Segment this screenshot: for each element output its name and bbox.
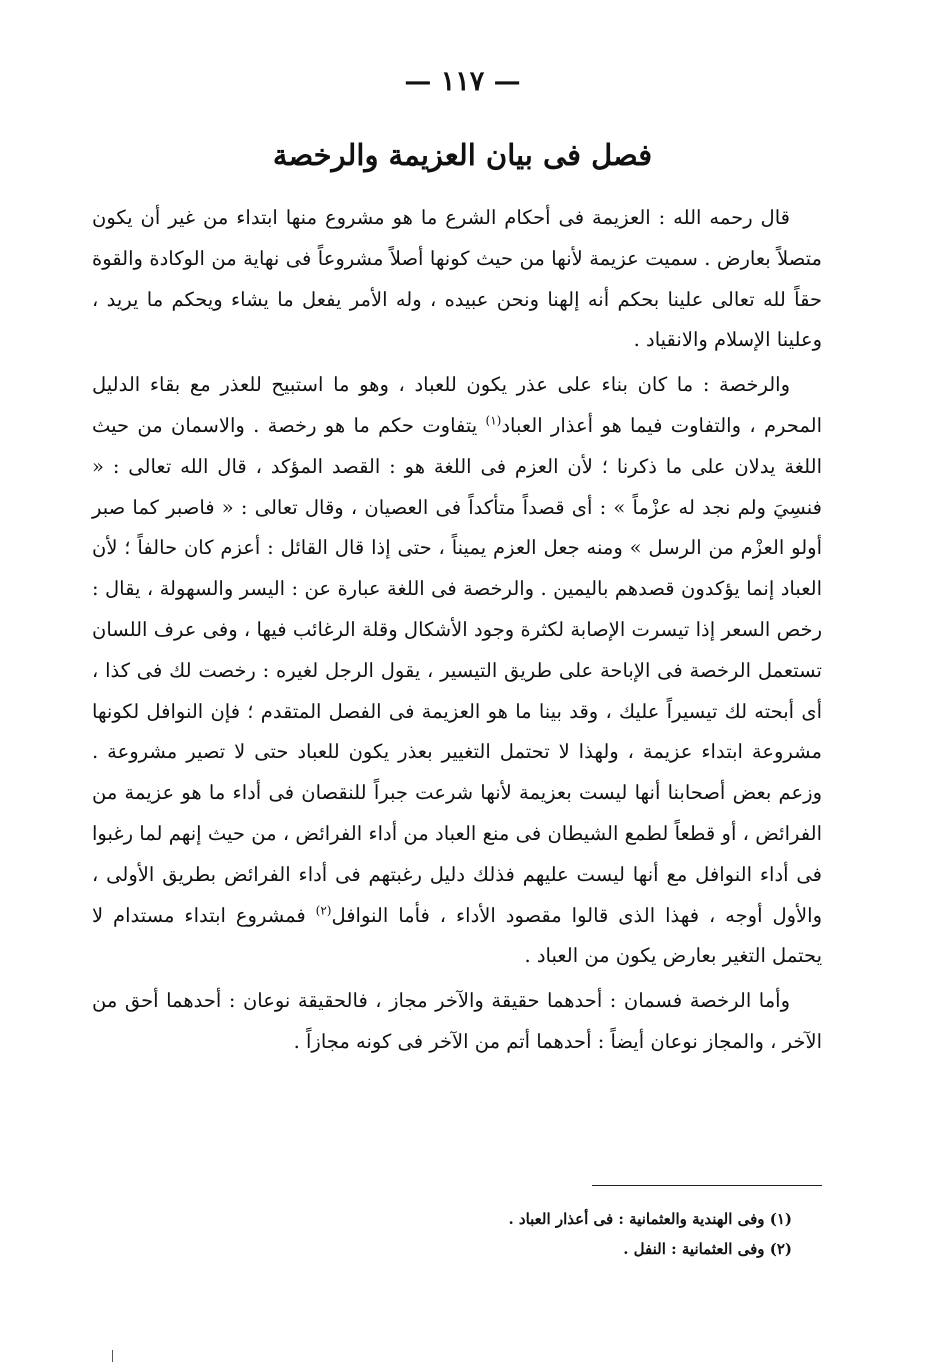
paragraph-text: يتفاوت حكم ما هو رخصة . والاسمان من حيث اللغة يدلان على ما ذكرنا ؛ لأن العزم فى اللغة هو : القصد المؤكد ، قال الله تعالى : « فنسِيَ ولم نجد له عزْماً » : أى قصداً متأكداً فى العصيان ، وقال تعالى : « فاصبر كما صبر أولو العزْم من الرسل » ومنه جعل العزم يميناً ، حتى إذا قال القائل : أعزم كان حالفاً ؛ لأن العباد إنما يؤكدون قصدهم باليمين . والرخصة فى اللغة عبارة عن : اليسر والسهولة ، يقال : رخص السعر إذا تيسرت الإصابة لكثرة وجود الأشكال وقلة الرغائب فيها ، وفى عرف اللسان تستعمل الرخصة فى الإباحة على طريق التيسير ، يقول الرجل لغيره : رخصت لك فى كذا ، أى أبحته لك تيسيراً عليك ، وقد بينا ما هو العزيمة فى الفصل المتقدم ؛ فإن النوافل لكونها مشروعة ابتداء عزيمة ، ولهذا لا تحتمل التغيير بعذر يكون للعباد حتى لا تصير مشروعة . وزعم بعض أصحابنا أنها ليست بعزيمة لأنها شرعت جبراً للنقصان فى أداء ما هو عزيمة من الفرائض ، أو قطعاً لطمع الشيطان فى منع العباد من أداء الفرائض ، من حيث إنهم لما رغبوا فى أداء النوافل مع أنها ليست عليهم فذلك دليل رغبتهم فى أداء الفرائض بطريق الأولى ، والأول أوجه ، فهذا الذى قالوا مقصود الأداء ، فأما النوافل [92, 413, 822, 927]
paragraph-rukhsa [92, 365, 822, 977]
footnote-ref-1: (١) [485, 413, 502, 428]
paragraph-text: فمشروع ابتداء مستدام لا يحتمل التغير بعارض يكون من العباد . [92, 903, 822, 968]
paragraph-text: قال رحمه الله : العزيمة فى أحكام الشرع ما هو مشروع منها ابتداء من غير أن يكون متصلاً بعارض . سميت عزيمة لأنها من حيث كونها أصلاً مشروعاً فى نهاية من الوكادة والقوة حقاً لله تعالى علينا بحكم أنه إلهنا ونحن عبيده ، وله الأمر يفعل ما يشاء ويحكم ما يريد ، وعلينا الإسلام والانقياد . [92, 206, 822, 352]
footnote-divider [592, 1185, 822, 1186]
body-text [92, 198, 822, 1063]
scan-margin-mark [112, 1350, 113, 1362]
footnote-1: (١) وفى الهندية والعثمانية : فى أعذار العباد . [508, 1210, 792, 1228]
paragraph-text: وأما الرخصة فسمان : أحدهما حقيقة والآخر مجاز ، فالحقيقة نوعان : أحدهما أحق من الآخر ، والمجاز نوعان أيضاً : أحدهما أتم من الآخر فى كونه مجازاً . [92, 989, 822, 1053]
paragraph-azima [92, 198, 822, 361]
footnote-2: (٢) وفى العثمانية : النفل . [623, 1240, 792, 1258]
chapter-title: فصل فى بيان العزيمة والرخصة [272, 138, 653, 172]
footnotes [92, 1204, 792, 1264]
paragraph-text: والرخصة : ما كان بناء على عذر يكون للعباد ، وهو ما استبيح للعذر مع بقاء الدليل المحرم ، والتفاوت فيما هو أعذار العباد [92, 373, 822, 437]
page-number: — ١١٧ — [404, 66, 521, 97]
paragraph-rukhsa-types [92, 981, 822, 1063]
footnote-ref-2: (٢) [315, 903, 332, 918]
